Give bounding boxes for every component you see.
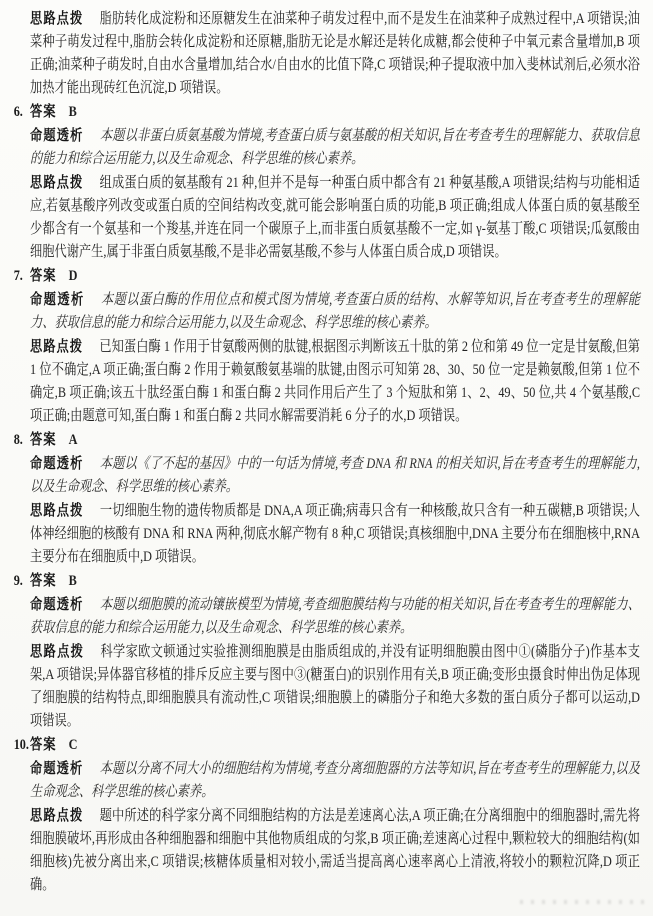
answer-letter: B	[68, 104, 77, 120]
analysis-text: 本题以非蛋白质氨基酸为情境,考查蛋白质与氨基酸的相关知识,旨在考查考生的理解能力、获取信息的能力和综合运用能力,以及生命观念、科学思维的核心素养。	[30, 128, 640, 167]
guidance-paragraph	[30, 804, 640, 897]
scan-artifact	[520, 900, 646, 904]
answer-label: 答案	[30, 267, 57, 284]
answer-line-q10	[14, 733, 640, 757]
guidance-paragraph	[30, 335, 640, 428]
guidance-text: 脂肪转化成淀粉和还原糖发生在油菜种子萌发过程中,而不是发生在油菜种子成熟过程中,A 项错误;油菜种子萌发过程中,脂肪会转化成淀粉和还原糖,脂肪无论是水解还是转化成糖,都会使种子中氧元素含量增加,B 项正确;油菜种子萌发时,自由水含量增加,结合水/自由水的比值下降,C 项错误;种子提取液中加入斐林试剂后,必须水浴加热才能出现砖红色沉淀,D 项错误。	[30, 11, 640, 96]
analysis-paragraph	[30, 593, 640, 640]
answer-label: 答案	[30, 572, 57, 589]
answer-letter: D	[68, 268, 78, 284]
analysis-paragraph	[30, 124, 640, 171]
analysis-label: 命题透析	[30, 127, 84, 144]
analysis-paragraph	[30, 757, 640, 804]
guidance-text: 题中所述的科学家分离不同细胞结构的方法是差速离心法,A 项正确;在分离细胞中的细胞器时,需先将细胞膜破坏,再形成由各种细胞器和细胞中其他物质组成的匀浆,B 项正确;差速离心过程中,颗粒较大的细胞结构(如细胞核)先被分离出来,C 项错误;核糖体质量相对较小,需适当提高离心速率离心上清液,将较小的颗粒沉降,D 项正确。	[30, 808, 640, 893]
guidance-paragraph	[30, 640, 640, 733]
analysis-paragraph	[30, 452, 640, 499]
guidance-label: 思路点拨	[30, 174, 84, 191]
guidance-text: 科学家欧文顿通过实验推测细胞膜是由脂质组成的,并没有证明细胞膜由图中①(磷脂分子)作基本支架,A 项错误;异体器官移植的排斥反应主要与图中③(糖蛋白)的识别作用有关,B 项正确;变形虫摄食时伸出伪足体现了细胞膜的结构特点,即细胞膜具有流动性,C 项错误;细胞膜上的磷脂分子和绝大多数的蛋白质分子都可以运动,D 项错误。	[30, 644, 640, 729]
answer-line-q9	[14, 569, 640, 593]
guidance-label: 思路点拨	[30, 643, 85, 660]
guidance-text: 已知蛋白酶 1 作用于甘氨酸两侧的肽键,根据图示判断该五十肽的第 2 位和第 49 位一定是甘氨酸,但第 1 位不确定,A 项正确;蛋白酶 2 作用于赖氨酸氨基端的肽键,由图示可知第 28、30、50 位一定是赖氨酸,但第 1 位不确定,B 项正确;该五十肽经蛋白酶 1 和蛋白酶 2 共同作用后产生了 3 个短肽和第 1、2、49、50 位,共 4 个氨基酸,C 项正确;由题意可知,蛋白酶 1 和蛋白酶 2 共同水解需要消耗 6 分子的水,D 项错误。	[30, 339, 640, 424]
analysis-text: 本题以《了不起的基因》中的一句话为情境,考查 DNA 和 RNA 的相关知识,旨在考查考生的理解能力,以及生命观念、科学思维的核心素养。	[30, 456, 640, 495]
analysis-text: 本题以分离不同大小的细胞结构为情境,考查分离细胞器的方法等知识,旨在考查考生的理解能力,以及生命观念、科学思维的核心素养。	[30, 761, 640, 800]
question-number: 10.	[13, 737, 29, 753]
analysis-label: 命题透析	[30, 455, 84, 472]
question-number: 8.	[13, 432, 23, 448]
answer-letter: B	[68, 573, 77, 589]
question-number: 6.	[13, 104, 23, 120]
analysis-text: 本题以细胞膜的流动镶嵌模型为情境,考查细胞膜结构与功能的相关知识,旨在考查考生的理解能力、获取信息的能力和综合运用能力,以及生命观念、科学思维的核心素养。	[30, 597, 640, 636]
analysis-label: 命题透析	[30, 760, 84, 777]
answer-line-q6	[14, 100, 640, 124]
guidance-paragraph	[30, 171, 640, 264]
answer-label: 答案	[30, 103, 57, 120]
page-content	[13, 7, 640, 897]
guidance-paragraph	[30, 7, 640, 100]
analysis-text: 本题以蛋白酶的作用位点和模式图为情境,考查蛋白质的结构、水解等知识,旨在考查考生的理解能力、获取信息的能力和综合运用能力,以及生命观念、科学思维的核心素养。	[30, 292, 640, 331]
question-number: 9.	[13, 573, 23, 589]
guidance-label: 思路点拨	[30, 10, 84, 27]
guidance-label: 思路点拨	[30, 807, 84, 824]
answer-label: 答案	[30, 736, 57, 753]
analysis-label: 命题透析	[30, 596, 84, 613]
analysis-label: 命题透析	[30, 291, 85, 308]
guidance-label: 思路点拨	[30, 502, 84, 519]
answer-line-q8	[14, 428, 640, 452]
question-number: 7.	[13, 268, 23, 284]
guidance-text: 一切细胞生物的遗传物质都是 DNA,A 项正确;病毒只含有一种核酸,故只含有一种五碳糖,B 项错误;人体神经细胞的核酸有 DNA 和 RNA 两种,彻底水解产物有 8 种,C 项错误;真核细胞中,DNA 主要分布在细胞核中,RNA 主要分布在细胞质中,D 项错误。	[30, 503, 640, 565]
guidance-text: 组成蛋白质的氨基酸有 21 种,但并不是每一种蛋白质中都含有 21 种氨基酸,A 项错误;结构与功能相适应,若氨基酸序列改变或蛋白质的空间结构改变,就可能会影响蛋白质的功能,B 项正确;组成人体蛋白质的氨基酸至少都含有一个氨基和一个羧基,并连在同一个碳原子上,而非蛋白质氨基酸不一定,如 γ-氨基丁酸,C 项错误;瓜氨酸由细胞代谢产生,属于非蛋白质氨基酸,不是非必需氨基酸,不参与人体蛋白质合成,D 项错误。	[30, 175, 640, 260]
answer-label: 答案	[30, 431, 57, 448]
answer-line-q7	[14, 264, 640, 288]
guidance-paragraph	[30, 499, 640, 569]
answer-letter: A	[68, 432, 78, 448]
guidance-label: 思路点拨	[30, 338, 84, 355]
answer-letter: C	[68, 737, 78, 753]
analysis-paragraph	[30, 288, 640, 335]
